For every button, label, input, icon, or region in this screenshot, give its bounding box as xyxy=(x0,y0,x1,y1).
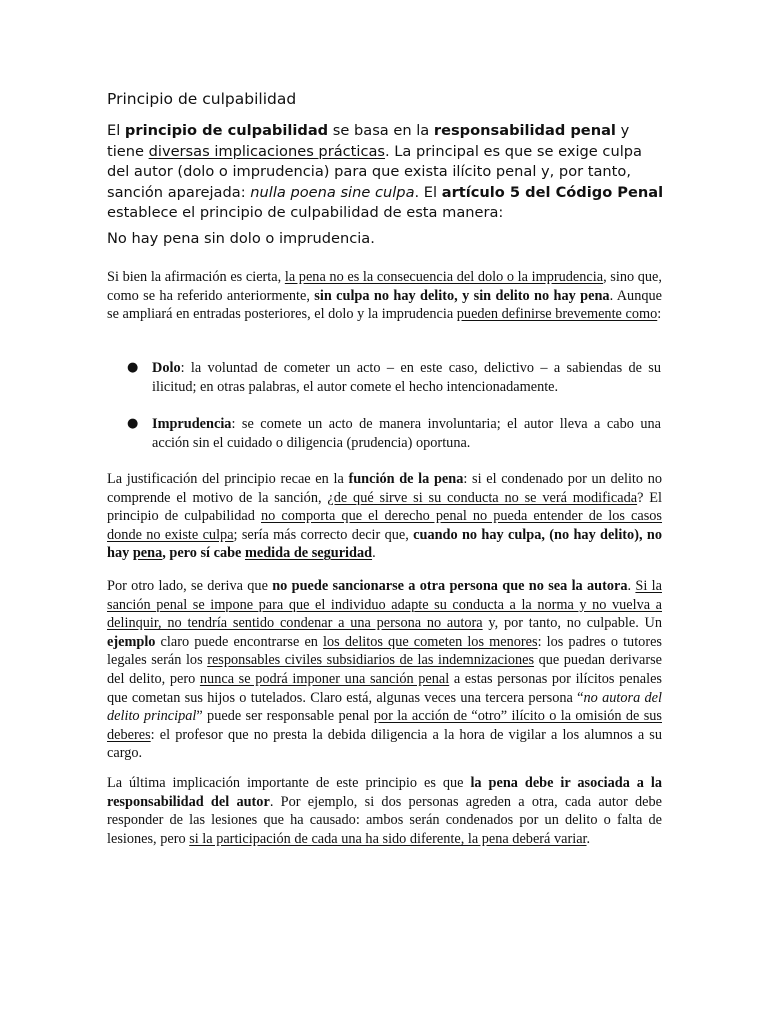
legal-quote: No hay pena sin dolo o imprudencia. xyxy=(107,230,375,247)
underlined-link[interactable]: diversas implicaciones prácticas xyxy=(148,142,386,160)
italic-phrase: no autora del delito principal xyxy=(107,689,662,725)
underlined-phrase: por la acción de “otro” ilícito o la omisión de sus deberes xyxy=(107,708,662,743)
bullet-term: Dolo xyxy=(152,360,181,376)
paragraph-last-implication: La última implicación importante de este principio es que la pena debe ir asociada a la responsabilidad del autor. Por ejemplo, si dos personas agreden a otra, cada autor debe responder de las lesiones que ha causado: ambos serán condenados por un delito o falta de lesiones, pero si la participación de cada una ha sido diferente, la pena deberá variar. xyxy=(107,775,663,847)
underlined-bold-word: pena xyxy=(132,545,163,562)
latin-maxim: nulla poena sine culpa xyxy=(250,183,415,201)
bold-phrase: cuando no hay culpa, (no hay delito), no hay xyxy=(107,526,662,562)
bold-phrase: la pena debe ir asociada a la responsabilidad del autor xyxy=(107,775,663,810)
bullet-item-dolo xyxy=(127,359,667,396)
underlined-phrase: si la participación de cada una ha sido diferente, la pena deberá variar xyxy=(189,830,587,847)
bullet-dot-icon: ● xyxy=(127,360,139,375)
paragraph-justification: La justificación del principio recae en la función de la pena: si el condenado por un delito no comprende el motivo de la sanción, ¿de qué sirve si su conducta no se verá modificada? El principio de culpabilidad no comporta que el derecho penal no pueda entender de los casos donde no existe culpa; sería más correcto decir que, cuando no hay culpa, (no hay delito), no hay pena, pero sí cabe medida de seguridad. xyxy=(107,471,663,562)
bold-phrase: función de la pena xyxy=(348,471,464,487)
document-title: Principio de culpabilidad xyxy=(107,90,297,108)
bullet-term: Imprudencia xyxy=(152,416,232,432)
underlined-phrase: Si la sanción penal se impone para que el individuo adapte su conducta a la norma y no vuelva a delinquir, no tendría sentido condenar a una persona no autora xyxy=(107,578,662,632)
underlined-phrase: ¿de qué sirve si su conducta no se verá modificada xyxy=(327,489,638,506)
paragraph-other-person: Por otro lado, se deriva que no puede sancionarse a otra persona que no sea la autora. Si la sanción penal se impone para que el individuo adapte su conducta a la norma y no vuelva a delinquir, no tendría sentido condenar a una persona no autora y, por tanto, no culpable. Un ejemplo claro puede encontrarse en los delitos que cometen los menores: los padres o tutores legales serán los responsables civiles subsidiarios de las indemnizaciones que puedan derivarse del delito, pero nunca se podrá imponer una sanción penal a estas personas por ilícitos penales que cometan sus hijos o tutelados. Claro está, algunas veces una tercera persona “no autora del delito principal” puede ser responsable penal por la acción de “otro” ilícito o la omisión de sus deberes: el profesor que no presta la debida diligencia a la hora de vigilar a los alumnos a su cargo. xyxy=(107,578,663,762)
bold-term: artículo 5 del Código Penal xyxy=(441,183,664,201)
bullet-item-imprudencia xyxy=(127,415,667,452)
underlined-phrase: no comporta que el derecho penal no pueda entender de los casos donde no existe culpa xyxy=(107,508,663,543)
underlined-phrase: pueden definirse brevemente como xyxy=(456,306,658,323)
bold-word: ejemplo xyxy=(107,633,156,650)
bold-phrase: no puede sancionarse a otra persona que no sea la autora xyxy=(272,578,628,594)
bold-term: principio de culpabilidad xyxy=(124,122,329,139)
underlined-phrase: responsables civiles subsidiarios de las indemnizaciones xyxy=(207,652,535,669)
bold-phrase: , pero sí cabe xyxy=(162,545,245,562)
bullet-text: : la voluntad de cometer un acto – en este caso, delictivo – a sabiendas de su ilicitud; en otras palabras, el autor comete el hecho intencionadamente. xyxy=(152,360,661,395)
paragraph-definitions-intro: Si bien la afirmación es cierta, la pena no es la consecuencia del dolo o la imprudencia, sino que, como se ha referido anteriormente, sin culpa no hay delito, y sin delito no hay pena. Aunque se ampliará en entradas posteriores, el dolo y la imprudencia pueden definirse brevemente como: xyxy=(107,269,662,323)
underlined-phrase: nunca se podrá imponer una sanción penal xyxy=(199,670,450,687)
bullet-dot-icon: ● xyxy=(127,416,139,431)
underlined-bold-phrase: medida de seguridad xyxy=(244,545,373,562)
underlined-phrase: la pena no es la consecuencia del dolo o la imprudencia xyxy=(284,269,604,285)
intro-paragraph: El principio de culpabilidad se basa en la responsabilidad penal y tiene diversas implicaciones prácticas. La principal es que se exige culpa del autor (dolo o imprudencia) para que exista ilícito penal y, por tanto, sanción aparejada: nulla poena sine culpa. El artículo 5 del Código Penal establece el principio de culpabilidad de esta manera: xyxy=(107,122,664,221)
bold-phrase: sin culpa no hay delito, y sin delito no hay pena xyxy=(314,287,610,304)
underlined-phrase: los delitos que cometen los menores xyxy=(323,633,538,650)
bold-term: responsabilidad penal xyxy=(433,122,616,139)
bullet-text: : se comete un acto de manera involuntaria; el autor lleva a cabo una acción sin el cuidado o diligencia (prudencia) oportuna. xyxy=(152,416,661,451)
